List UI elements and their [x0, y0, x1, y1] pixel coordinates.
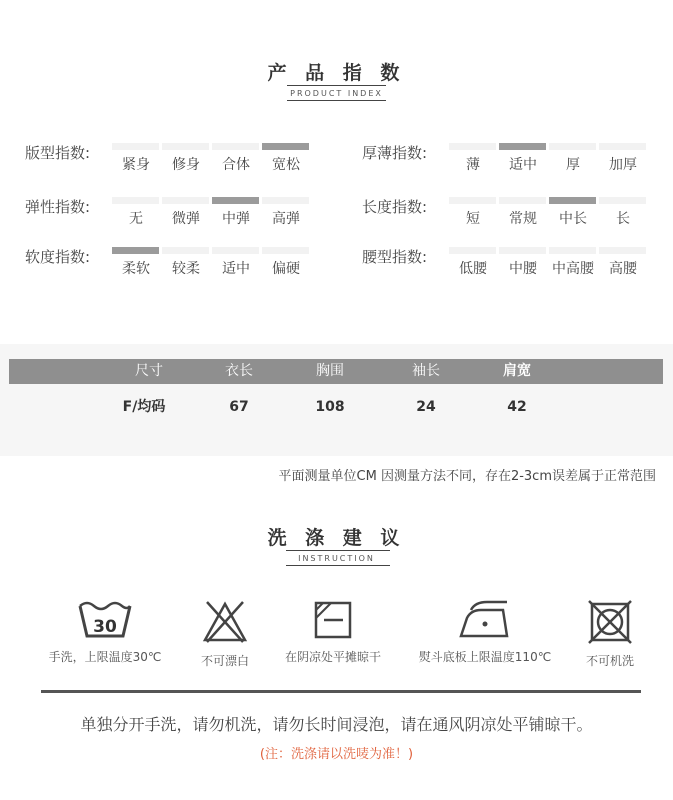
index-bar: [212, 143, 259, 150]
dry-flat-shade-icon: [273, 600, 393, 640]
index-bar: [449, 247, 496, 254]
cell-length: 67: [229, 399, 249, 415]
index-option: 偏硬: [272, 261, 300, 277]
index-option: 适中: [509, 157, 537, 173]
index-bar: [162, 247, 209, 254]
wash-label-dry-flat: 在阴凉处平摊晾干: [284, 650, 381, 664]
instruction-heading: [0, 523, 673, 563]
index-bar: [449, 143, 496, 150]
size-table-header: [9, 359, 663, 384]
header-length: 衣长: [225, 363, 253, 379]
measure-note: 平面测量单位CM 因测量方法不同，存在2-3cm误差属于正常范围: [278, 469, 656, 484]
cell-sleeve: 24: [416, 399, 436, 415]
index-label-right-0: 厚薄指数:: [362, 144, 428, 162]
header-shoulder: 肩宽: [503, 363, 531, 379]
instruction-title: 洗 涤 建 议: [267, 527, 406, 549]
index-option: 紧身: [122, 157, 150, 173]
index-option: 厚: [566, 157, 580, 173]
index-bar: [262, 197, 309, 204]
index-bar-selected: [499, 143, 546, 150]
index-option: 中长: [559, 211, 587, 227]
index-bar: [599, 197, 646, 204]
index-option: 短: [466, 211, 480, 227]
index-bar: [262, 247, 309, 254]
index-option: 薄: [466, 157, 480, 173]
index-option: 长: [616, 211, 630, 227]
index-bar-selected: [212, 197, 259, 204]
wash-note: (注：洗涤请以洗唛为准！): [259, 747, 414, 762]
instruction-rule-top: [286, 550, 390, 551]
index-bar-selected: [262, 143, 309, 150]
index-option: 高腰: [609, 261, 637, 277]
wash-label-hand-wash: 手洗，上限温度30℃: [48, 650, 162, 664]
no-bleach-icon: [180, 600, 270, 644]
wash-label-iron: 熨斗底板上限温度110℃: [418, 650, 552, 664]
iron-110-icon: [410, 600, 560, 640]
index-option: 较柔: [172, 261, 200, 277]
instruction-rule-bottom: [286, 565, 390, 566]
index-option: 合体: [222, 157, 250, 173]
index-option: 宽松: [272, 157, 300, 173]
index-bar: [499, 197, 546, 204]
index-option: 低腰: [459, 261, 487, 277]
cell-shoulder: 42: [507, 399, 527, 415]
product-index-title: 产 品 指 数: [267, 62, 406, 84]
index-bar: [112, 197, 159, 204]
index-bar: [549, 247, 596, 254]
index-bar: [449, 197, 496, 204]
index-bar-selected: [112, 247, 159, 254]
product-index-subtitle: PRODUCT INDEX: [290, 89, 383, 98]
index-bar: [112, 143, 159, 150]
index-option: 中高腰: [552, 261, 594, 277]
index-bar: [549, 143, 596, 150]
header-sleeve: 袖长: [412, 363, 440, 379]
index-option: 适中: [222, 261, 250, 277]
index-option: 无: [129, 211, 143, 227]
index-bar: [162, 143, 209, 150]
cell-chest: 108: [315, 399, 345, 415]
wash-item-no-machine-wash: [568, 600, 652, 669]
wash-label-no-bleach: 不可漂白: [200, 654, 249, 668]
instruction-subtitle: INSTRUCTION: [298, 554, 375, 563]
no-machine-wash-icon: [568, 600, 652, 644]
index-option: 微弹: [172, 211, 200, 227]
product-index-rule-top: [287, 85, 386, 86]
hand-wash-temp-text: 30: [93, 617, 117, 637]
index-option: 高弹: [272, 211, 300, 227]
product-index-heading: [0, 58, 673, 98]
header-chest: 胸围: [316, 363, 344, 379]
wash-item-dry-flat: [273, 600, 393, 665]
index-bar: [499, 247, 546, 254]
wash-item-iron: [410, 600, 560, 665]
wash-item-hand-wash: [40, 600, 170, 665]
index-bar: [599, 143, 646, 150]
index-label-right-2: 腰型指数:: [362, 248, 428, 266]
index-option: 中腰: [509, 261, 537, 277]
hand-wash-30-icon: [40, 600, 170, 640]
index-option: 中弹: [222, 211, 250, 227]
index-label-left-1: 弹性指数:: [25, 198, 91, 216]
wash-summary: 单独分开手洗，请勿机洗，请勿长时间浸泡，请在通风阴凉处平铺晾干。: [80, 715, 593, 734]
wash-label-no-machine-wash: 不可机洗: [585, 654, 634, 668]
index-label-left-2: 软度指数:: [25, 248, 91, 266]
index-bar: [599, 247, 646, 254]
product-index-rule-bottom: [287, 100, 386, 101]
index-option: 加厚: [609, 157, 637, 173]
wash-divider: [41, 690, 641, 693]
index-bar: [212, 247, 259, 254]
index-label-left-0: 版型指数:: [25, 144, 91, 162]
wash-item-no-bleach: [180, 600, 270, 669]
header-size: 尺寸: [135, 363, 163, 379]
index-bar-selected: [549, 197, 596, 204]
index-option: 常规: [509, 211, 537, 227]
index-option: 修身: [172, 157, 200, 173]
index-bar: [162, 197, 209, 204]
cell-size: F/均码: [122, 399, 166, 415]
index-label-right-1: 长度指数:: [362, 198, 428, 216]
index-option: 柔软: [122, 261, 150, 277]
